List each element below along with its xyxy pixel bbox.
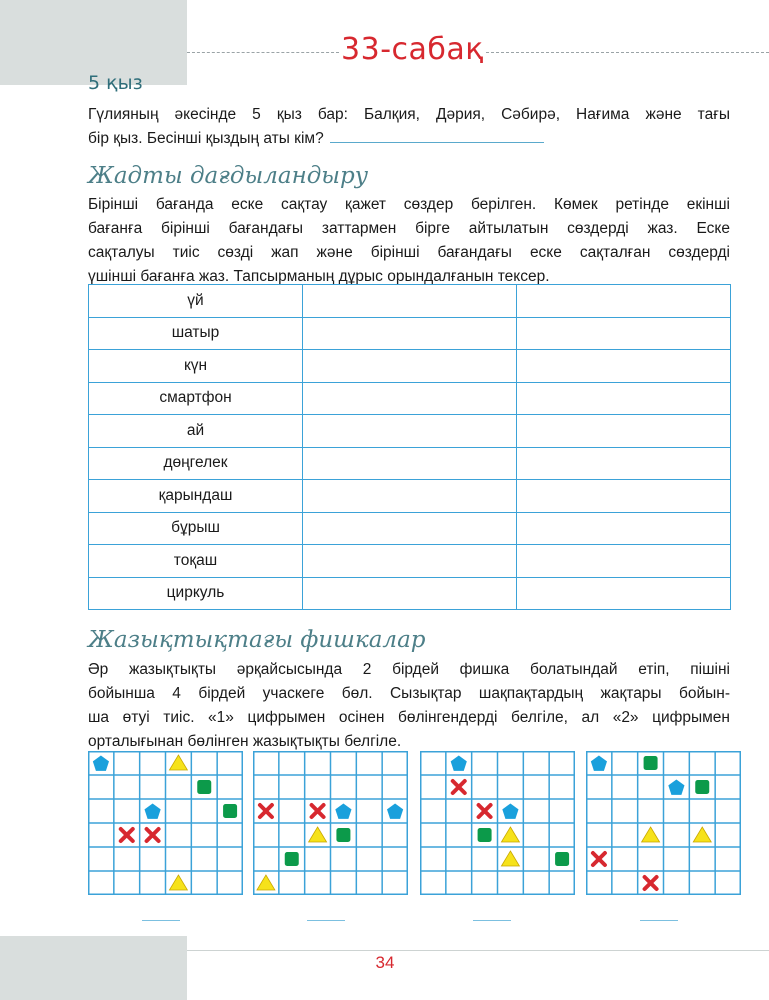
chip-grid-3[interactable]	[420, 751, 575, 895]
memory-word-cell: бұрыш	[89, 512, 303, 545]
green-square-chip	[285, 852, 299, 866]
memory-table-row	[89, 577, 731, 610]
text-line: ша өтуі тиіс. «1» цифрымен осінен бөлінгендерді белгіле, ал «2» цифрымен	[88, 709, 730, 726]
blue-pentagon-chip	[668, 780, 684, 795]
memory-table-row	[89, 480, 731, 513]
header-divider-right	[486, 52, 769, 53]
text-line: Гүлияның әкесінде 5 қыз бар: Балқия, Дәрия, Сәбирә, Нағима және тағы	[88, 106, 730, 123]
chip-grid-2[interactable]	[253, 751, 408, 895]
red-cross-chip	[645, 877, 657, 889]
green-square-chip	[695, 780, 709, 794]
chip-grid-1[interactable]	[88, 751, 243, 895]
recall-answer-cell[interactable]	[517, 285, 731, 318]
yellow-triangle-chip	[501, 827, 519, 842]
red-cross-chip	[260, 805, 272, 817]
blue-pentagon-chip	[93, 756, 109, 771]
memory-table-row	[89, 350, 731, 383]
association-answer-cell[interactable]	[303, 447, 517, 480]
answer-blank-grid-1[interactable]	[142, 920, 180, 921]
blue-pentagon-chip	[145, 804, 161, 819]
chip-grid-svg	[88, 751, 243, 895]
association-answer-cell[interactable]	[303, 382, 517, 415]
task-text-five-girls	[88, 103, 730, 151]
association-answer-cell[interactable]	[303, 512, 517, 545]
task-text-chips	[88, 658, 730, 754]
green-square-chip	[197, 780, 211, 794]
memory-word-cell: шатыр	[89, 317, 303, 350]
blue-pentagon-chip	[591, 756, 607, 771]
yellow-triangle-chip	[693, 827, 711, 842]
page-number: 34	[375, 953, 395, 972]
recall-answer-cell[interactable]	[517, 512, 731, 545]
memory-table-row	[89, 512, 731, 545]
blue-pentagon-chip	[335, 804, 351, 819]
association-answer-cell[interactable]	[303, 285, 517, 318]
section-title-chips: Жазықтықтағы фишкалар	[88, 627, 426, 653]
memory-word-cell: күн	[89, 350, 303, 383]
recall-answer-cell[interactable]	[517, 577, 731, 610]
recall-answer-cell[interactable]	[517, 382, 731, 415]
yellow-triangle-chip	[501, 851, 519, 866]
text-line: бойынша 4 бірдей учаскеге бөл. Сызықтар шақпақтардың жақтары бойын-	[88, 685, 730, 702]
text-line-with-answer	[88, 127, 730, 151]
memory-word-cell: қарындаш	[89, 480, 303, 513]
recall-answer-cell[interactable]	[517, 480, 731, 513]
chip-grid-svg	[586, 751, 741, 895]
association-answer-cell[interactable]	[303, 577, 517, 610]
text-line: Әр жазықтықты әрқайсысында 2 бірдей фишка болатындай етіп, пішіні	[88, 661, 730, 678]
green-square-chip	[223, 804, 237, 818]
text-line: сақталуы тиіс сөзді жап және бірінші бағандағы еске сақталған сөздерді	[88, 244, 730, 261]
memory-word-cell: үй	[89, 285, 303, 318]
answer-blank-grid-4[interactable]	[640, 920, 678, 921]
red-cross-chip	[312, 805, 324, 817]
recall-answer-cell[interactable]	[517, 545, 731, 578]
green-square-chip	[644, 756, 658, 770]
association-answer-cell[interactable]	[303, 545, 517, 578]
page-corner-bottom	[0, 936, 187, 1000]
memory-table-row	[89, 285, 731, 318]
memory-word-cell: циркуль	[89, 577, 303, 610]
chip-grid-4[interactable]	[586, 751, 741, 895]
memory-table-row	[89, 447, 731, 480]
footer-divider	[187, 950, 769, 951]
chip-grid-svg	[420, 751, 575, 895]
blue-pentagon-chip	[502, 804, 518, 819]
text-line: орталығынан бөлінген жазықтықты белгіле.	[88, 733, 402, 750]
memory-table-row	[89, 545, 731, 578]
memory-table-row	[89, 415, 731, 448]
red-cross-chip	[147, 829, 159, 841]
memory-word-cell: ай	[89, 415, 303, 448]
task-text-memory	[88, 193, 730, 289]
red-cross-chip	[121, 829, 133, 841]
recall-answer-cell[interactable]	[517, 415, 731, 448]
association-answer-cell[interactable]	[303, 415, 517, 448]
green-square-chip	[478, 828, 492, 842]
association-answer-cell[interactable]	[303, 317, 517, 350]
chip-grid-svg	[253, 751, 408, 895]
association-answer-cell[interactable]	[303, 350, 517, 383]
memory-table	[88, 284, 731, 610]
memory-word-cell: смартфон	[89, 382, 303, 415]
memory-table-row	[89, 382, 731, 415]
task-title-five-girls: 5 қыз	[88, 72, 143, 94]
text-line: бір қыз. Бесінші қыздың аты кім?	[88, 130, 324, 147]
memory-word-cell: дөңгелек	[89, 447, 303, 480]
answer-blank-grid-2[interactable]	[307, 920, 345, 921]
blue-pentagon-chip	[451, 756, 467, 771]
answer-blank-line[interactable]	[330, 128, 544, 143]
text-line: Бірінші бағанда еске сақтау қажет сөздер берілген. Көмек ретінде екінші	[88, 196, 730, 213]
yellow-triangle-chip	[309, 827, 327, 842]
red-cross-chip	[479, 805, 491, 817]
blue-pentagon-chip	[387, 804, 403, 819]
red-cross-chip	[593, 853, 605, 865]
text-line: бағанға бірінші бағандағы заттармен бірге айтылатын сөздерді жаз. Еске	[88, 220, 730, 237]
association-answer-cell[interactable]	[303, 480, 517, 513]
recall-answer-cell[interactable]	[517, 447, 731, 480]
green-square-chip	[336, 828, 350, 842]
recall-answer-cell[interactable]	[517, 350, 731, 383]
green-square-chip	[555, 852, 569, 866]
section-title-memory: Жадты дағдыландыру	[88, 163, 369, 189]
header-divider-left	[187, 52, 339, 53]
answer-blank-grid-3[interactable]	[473, 920, 511, 921]
memory-table-row	[89, 317, 731, 350]
yellow-triangle-chip	[257, 875, 275, 890]
lesson-title: 33-сабақ	[341, 32, 484, 67]
text-line: үшінші бағанға жаз. Тапсырманың дұрыс орындалғанын тексер.	[88, 268, 550, 285]
yellow-triangle-chip	[169, 755, 187, 770]
memory-word-cell: тоқаш	[89, 545, 303, 578]
yellow-triangle-chip	[642, 827, 660, 842]
recall-answer-cell[interactable]	[517, 317, 731, 350]
yellow-triangle-chip	[169, 875, 187, 890]
red-cross-chip	[453, 781, 465, 793]
